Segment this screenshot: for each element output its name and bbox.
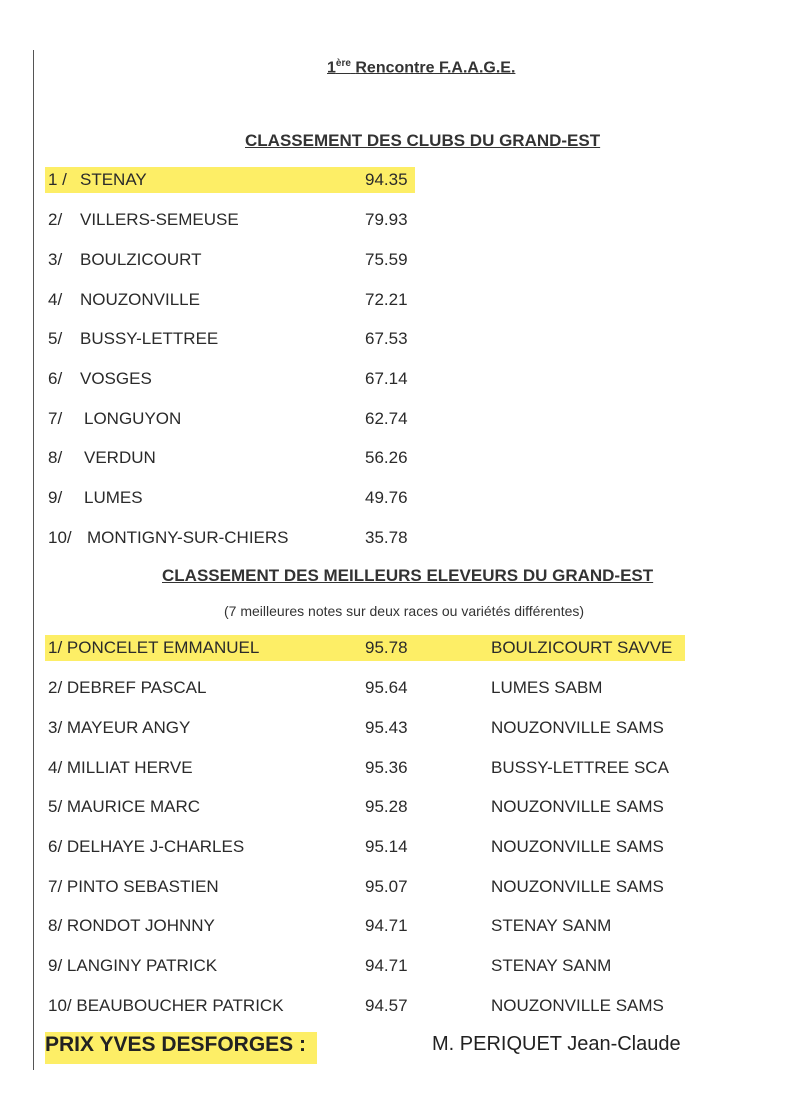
margin-rule [33,50,34,1070]
clubs-heading: CLASSEMENT DES CLUBS DU GRAND-EST [245,131,601,150]
prize-label: PRIX YVES DESFORGES : [45,1033,307,1056]
breeders-heading: CLASSEMENT DES MEILLEURS ELEVEURS DU GRAND-EST [162,566,654,585]
prize-winner: M. PERIQUET Jean-Claude [432,1033,681,1055]
breeders-note: (7 meilleures notes sur deux races ou variétés différentes) [224,603,585,619]
